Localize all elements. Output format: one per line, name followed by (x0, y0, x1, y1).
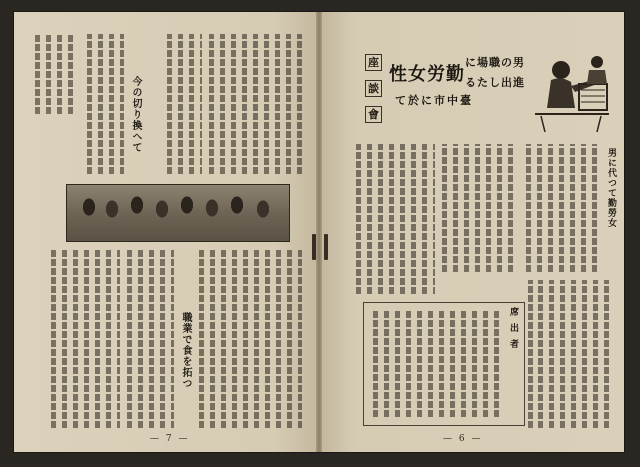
title-box-char-2: 談 (365, 80, 382, 97)
right-page-number: — 6 — (443, 434, 483, 444)
attendee-roster (363, 302, 525, 426)
left-page-text-block-top-right (206, 34, 302, 174)
left-page-text-block-top-mid (164, 34, 202, 174)
left-page-text-block-top-left2 (84, 34, 124, 174)
title-box-char-1: 座 (365, 54, 382, 71)
staple-bottom (324, 234, 328, 260)
right-page-text-block-upper-mid (439, 144, 519, 272)
magazine-spread (14, 12, 624, 452)
group-photo (66, 184, 290, 242)
binding-gutter (316, 12, 322, 452)
right-page-text-block-lower-mid (525, 280, 533, 428)
left-page-text-block-bottom-mid (124, 248, 174, 428)
left-page-text-block-bottom-right (196, 248, 302, 428)
left-page-number: — 7 — (150, 434, 190, 444)
right-page-text-block-lower-right (535, 280, 609, 428)
left-page-text-block-top-left (32, 34, 78, 114)
roster-header: 席 出 者 (508, 307, 518, 351)
article-subtitle: て於に市中臺 (395, 94, 473, 107)
staple-top (312, 234, 316, 260)
section-head: 男に代つて勤勞女 (606, 148, 616, 228)
left-subhead-2: 職業で食を拓つ (180, 312, 191, 389)
article-title-top: に場職の男 (465, 56, 525, 69)
right-page-text-block-upper-right (523, 144, 601, 272)
left-page (14, 12, 319, 452)
left-subhead-1: 今の切り換へて (130, 76, 141, 153)
right-page-text-block-upper-left (353, 144, 435, 294)
article-title-top-2: るたし出進 (465, 76, 525, 89)
title-box-char-3: 會 (365, 106, 382, 123)
right-page (319, 12, 624, 452)
workers-illustration (531, 50, 613, 134)
roster-names (370, 309, 502, 417)
article-title-main: 性女労勤 (389, 64, 465, 85)
left-page-text-block-bottom-left (48, 248, 120, 428)
